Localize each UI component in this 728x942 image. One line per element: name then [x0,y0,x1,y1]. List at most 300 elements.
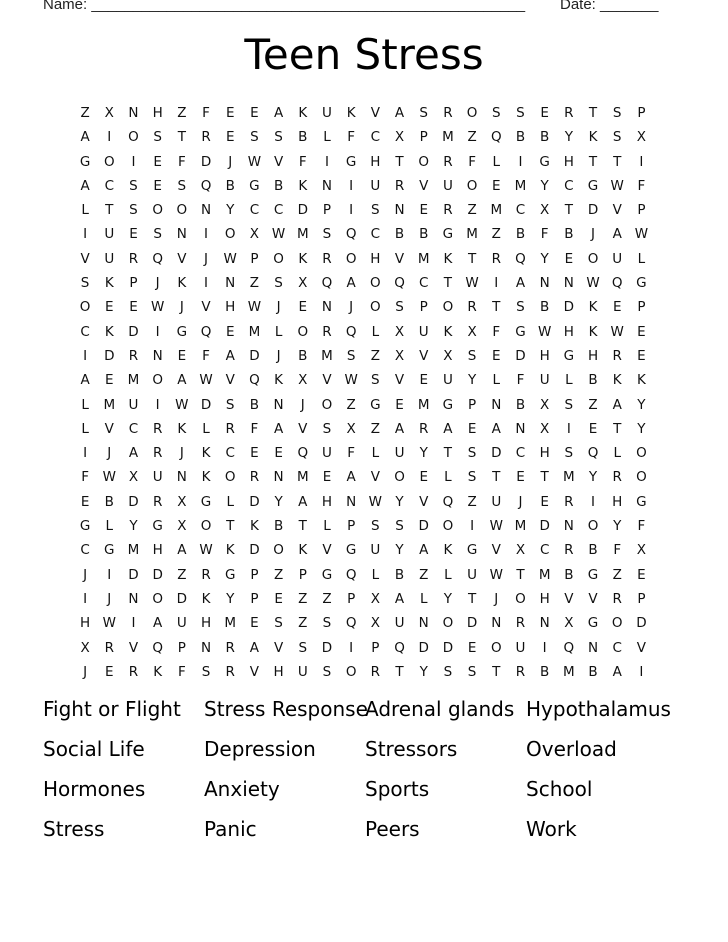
grid-letter: S [129,177,138,194]
grid-letter: L [492,372,501,389]
grid-letter: D [249,493,260,510]
grid-letter: C [539,542,550,559]
grid-letter: Q [394,639,405,656]
grid-letter: B [564,566,574,583]
grid-letter: O [587,250,599,267]
grid-letter: G [466,542,478,559]
grid-letter: T [613,420,622,437]
grid-letter: S [564,445,574,462]
grid-letter: L [81,396,89,413]
grid-letter: H [370,153,381,170]
grid-letter: W [102,469,116,486]
grid-letter: J [204,250,209,267]
grid-letter: S [467,663,477,680]
grid-letter: S [129,202,138,219]
grid-letter: L [565,372,573,389]
grid-letter: C [128,420,139,437]
grid-letter: S [322,226,332,243]
grid-letter: O [515,590,526,607]
grid-letter: O [297,323,309,340]
grid-letter: Q [152,250,163,267]
grid-letter: N [200,202,212,219]
grid-letter: D [442,639,454,656]
grid-letter: L [323,518,331,535]
grid-letter: D [152,566,163,583]
grid-letter: Z [612,566,622,583]
grid-letter: V [249,663,260,680]
grid-letter: S [274,615,283,632]
grid-letter: J [83,566,88,583]
grid-letter: K [443,323,453,340]
grid-letter: U [442,177,453,194]
grid-letter: F [250,420,259,437]
grid-letter: Y [613,518,622,535]
grid-letter: F [540,226,549,243]
grid-letter: Y [226,202,235,219]
grid-letter: S [322,663,332,680]
grid-letter: O [611,615,623,632]
grid-letter: D [128,566,139,583]
grid-letter: U [467,566,478,583]
grid-letter: T [540,469,549,486]
grid-letter: Q [200,177,212,194]
grid-letter: F [177,153,186,170]
word-list-item: Stressors [365,737,458,761]
grid-letter: B [588,542,598,559]
grid-letter: R [564,105,574,121]
grid-letter: E [250,105,259,121]
grid-letter: O [442,518,454,535]
grid-letter: C [515,202,526,219]
grid-letter: P [250,590,259,607]
grid-letter: U [152,469,163,486]
grid-letter: W [247,153,262,170]
grid-letter: V [419,347,429,364]
grid-letter: Z [177,566,187,583]
grid-letter: K [612,372,622,389]
grid-letter: X [394,347,405,364]
grid-letter: K [298,177,308,194]
grid-letter: A [273,105,284,121]
grid-letter: O [418,153,430,170]
grid-letter: F [347,129,356,146]
grid-letter: H [563,323,574,340]
grid-letter: Q [345,323,357,340]
grid-letter: T [613,153,622,170]
grid-letter: N [539,275,550,292]
grid-letter: Y [588,469,598,486]
grid-letter: A [177,542,187,559]
grid-letter: Y [540,250,549,267]
grid-letter: C [612,639,622,656]
grid-letter: Z [346,396,356,413]
grid-letter: P [419,299,428,316]
grid-letter: M [538,566,551,583]
grid-letter: M [417,250,430,267]
grid-letter: A [394,105,405,121]
grid-letter: D [418,639,429,656]
grid-letter: K [298,250,308,267]
grid-letter: W [271,226,286,243]
grid-letter: L [371,445,380,462]
grid-letter: R [443,202,453,219]
grid-letter: J [155,275,160,292]
grid-letter: Z [491,226,501,243]
grid-letter: O [370,275,381,292]
word-list-item: Panic [204,817,257,841]
grid-letter: N [515,420,526,437]
grid-letter: G [442,226,454,243]
grid-letter: F [202,347,210,364]
grid-letter: Z [467,129,477,146]
grid-letter: K [346,105,356,121]
grid-letter: A [298,493,308,510]
grid-letter: Y [129,518,138,535]
grid-letter: I [204,226,209,243]
grid-letter: K [104,323,114,340]
grid-letter: R [152,445,163,462]
grid-letter: S [250,129,259,146]
grid-letter: D [297,202,308,219]
grid-letter: E [177,347,187,364]
grid-letter: I [83,347,88,364]
grid-letter: G [79,153,91,170]
grid-letter: R [152,420,163,437]
grid-letter: D [249,542,260,559]
grid-letter: M [563,469,575,486]
grid-letter: I [107,566,112,583]
grid-letter: B [515,396,526,413]
date-field-label: Date: _______ [560,0,659,13]
grid-letter: I [131,153,136,170]
grid-letter: C [515,445,526,462]
grid-letter: B [249,396,260,413]
grid-letter: G [79,518,91,535]
grid-letter: S [346,347,356,364]
grid-letter: P [250,566,259,583]
grid-letter: J [228,153,233,170]
word-list-item: Work [526,817,577,841]
grid-letter: E [588,420,598,437]
grid-letter: X [394,323,405,340]
grid-letter: I [131,615,136,632]
grid-letter: Q [345,615,357,632]
grid-letter: A [153,615,163,632]
grid-letter: I [204,275,209,292]
grid-letter: S [274,129,283,146]
grid-letter: A [346,469,356,486]
grid-letter: B [515,226,526,243]
grid-letter: I [639,663,644,680]
grid-letter: W [150,299,165,316]
grid-letter: K [298,105,308,121]
grid-letter: C [370,226,381,243]
grid-letter: P [637,590,646,607]
grid-letter: W [489,566,503,583]
grid-letter: X [80,639,90,656]
grid-letter: A [612,663,622,680]
grid-letter: L [371,566,380,583]
grid-letter: P [637,202,646,219]
grid-letter: U [394,445,405,462]
grid-letter: O [636,445,647,462]
grid-letter: T [492,469,501,486]
grid-letter: E [492,177,501,194]
grid-letter: C [80,323,90,340]
grid-letter: Q [563,639,575,656]
grid-letter: X [298,275,308,292]
word-list-item: Stress [43,817,105,841]
grid-letter: B [419,226,429,243]
grid-letter: U [128,396,139,413]
grid-letter: W [368,493,383,510]
grid-letter: O [490,639,502,656]
grid-letter: G [539,153,550,170]
grid-letter: M [127,372,140,389]
grid-letter: X [298,372,308,389]
grid-letter: L [202,420,210,437]
grid-letter: E [298,299,308,316]
grid-letter: O [152,590,163,607]
grid-letter: P [250,250,259,267]
grid-letter: K [636,372,646,389]
grid-letter: Y [226,590,235,607]
grid-letter: G [515,323,526,340]
grid-letter: V [104,420,114,437]
grid-letter: I [470,518,475,535]
grid-letter: U [442,372,453,389]
grid-letter: G [321,566,333,583]
grid-letter: T [298,518,307,535]
grid-letter: L [323,129,331,146]
grid-letter: I [107,129,112,146]
grid-letter: C [80,542,90,559]
grid-letter: U [322,105,332,121]
grid-letter: X [540,202,550,219]
grid-letter: R [394,177,405,194]
grid-letter: O [442,615,454,632]
grid-letter: R [370,663,381,680]
grid-letter: P [177,639,186,656]
grid-letter: Z [322,590,332,607]
grid-letter: W [634,226,649,243]
grid-letter: P [347,590,356,607]
grid-letter: X [104,105,114,121]
grid-letter: L [274,323,283,340]
grid-letter: R [443,105,453,121]
grid-letter: T [492,299,501,316]
grid-letter: D [128,493,139,510]
grid-letter: E [492,347,501,364]
grid-letter: W [223,250,237,267]
grid-letter: H [273,663,284,680]
word-list-item: Anxiety [204,777,280,801]
grid-letter: E [250,445,259,462]
grid-letter: R [225,663,235,680]
grid-letter: K [443,250,453,267]
grid-letter: O [636,469,647,486]
grid-letter: P [322,202,332,219]
grid-letter: R [128,347,139,364]
grid-letter: E [467,420,477,437]
grid-letter: A [249,639,260,656]
grid-letter: U [491,493,502,510]
grid-letter: U [418,323,429,340]
grid-letter: E [612,299,622,316]
grid-letter: I [83,226,88,243]
grid-letter: Z [588,396,598,413]
grid-letter: C [564,177,574,194]
grid-letter: Z [370,347,380,364]
grid-letter: K [104,275,114,292]
grid-letter: G [636,493,647,510]
grid-letter: E [105,372,114,389]
word-list-item: Stress Response [204,697,368,721]
grid-letter: V [201,299,211,316]
grid-letter: V [177,250,187,267]
grid-letter: L [419,590,428,607]
grid-letter: F [637,177,646,194]
grid-letter: G [587,615,599,632]
grid-letter: E [153,153,162,170]
grid-letter: W [175,396,189,413]
grid-letter: W [537,323,552,340]
grid-letter: M [417,396,430,413]
grid-letter: F [81,469,89,486]
grid-letter: G [587,566,599,583]
grid-letter: I [518,153,523,170]
grid-letter: G [104,542,115,559]
grid-letter: E [250,615,259,632]
grid-letter: K [274,372,284,389]
grid-letter: Y [637,420,646,437]
grid-letter: G [563,347,575,364]
grid-letter: R [443,153,453,170]
grid-letter: V [273,639,284,656]
grid-letter: H [539,445,550,462]
grid-letter: B [298,347,308,364]
grid-letter: M [514,177,527,194]
grid-letter: Y [419,663,428,680]
grid-letter: V [298,420,308,437]
grid-letter: I [349,177,354,194]
grid-letter: V [564,590,574,607]
grid-letter: Y [540,177,549,194]
grid-letter: K [298,542,308,559]
grid-letter: Q [394,275,405,292]
grid-letter: D [128,323,139,340]
grid-letter: I [566,420,571,437]
grid-letter: U [539,372,550,389]
grid-letter: I [155,396,160,413]
grid-letter: R [564,542,574,559]
grid-letter: S [371,202,380,219]
grid-letter: O [103,153,115,170]
grid-letter: S [177,177,187,194]
grid-letter: Y [395,493,404,510]
grid-letter: Q [249,372,260,389]
grid-letter: X [540,396,550,413]
grid-letter: E [129,299,138,316]
grid-letter: E [564,250,574,267]
grid-letter: C [273,202,284,219]
grid-letter: R [515,663,526,680]
grid-letter: Z [80,105,90,121]
grid-letter: R [564,493,574,510]
grid-letter: S [612,105,622,121]
grid-letter: J [276,299,281,316]
grid-letter: K [249,518,259,535]
grid-letter: Y [274,493,283,510]
grid-letter: U [322,445,332,462]
grid-letter: J [179,299,184,316]
grid-letter: G [345,153,357,170]
grid-letter: M [321,347,333,364]
grid-letter: S [322,615,332,632]
grid-letter: D [418,518,429,535]
grid-letter: D [200,153,212,170]
grid-letter: E [153,177,162,194]
grid-letter: R [225,420,235,437]
grid-letter: S [201,663,211,680]
grid-letter: A [225,347,235,364]
grid-letter: R [612,347,622,364]
grid-letter: L [105,518,114,535]
grid-letter: A [394,590,405,607]
grid-letter: A [346,275,356,292]
grid-letter: D [563,299,575,316]
grid-letter: D [466,615,478,632]
grid-letter: M [490,202,503,219]
grid-letter: S [395,518,404,535]
grid-letter: S [564,396,574,413]
grid-letter: S [443,663,453,680]
grid-letter: T [443,445,453,462]
grid-letter: W [610,323,624,340]
grid-letter: P [419,129,428,146]
grid-letter: D [491,445,502,462]
word-list-item: Fight or Flight [43,697,181,721]
grid-letter: E [419,202,428,219]
grid-letter: A [612,226,622,243]
grid-letter: B [588,663,598,680]
grid-letter: D [636,615,647,632]
grid-letter: T [467,590,477,607]
grid-letter: A [273,420,284,437]
grid-letter: T [492,663,501,680]
grid-letter: S [467,469,477,486]
grid-letter: S [298,639,308,656]
grid-letter: N [176,469,187,486]
grid-letter: T [395,663,404,680]
grid-letter: O [345,663,357,680]
grid-letter: S [153,129,162,146]
grid-letter: E [225,323,235,340]
grid-letter: Z [177,105,187,121]
grid-letter: N [491,615,502,632]
grid-letter: E [225,129,235,146]
grid-letter: L [444,469,452,486]
grid-letter: A [419,542,429,559]
grid-letter: E [105,663,114,680]
grid-letter: F [637,518,646,535]
grid-letter: J [300,396,305,413]
word-list-item: Overload [526,737,617,761]
grid-letter: W [610,177,624,194]
grid-letter: B [273,518,284,535]
grid-letter: J [494,590,499,607]
grid-letter: T [516,566,525,583]
